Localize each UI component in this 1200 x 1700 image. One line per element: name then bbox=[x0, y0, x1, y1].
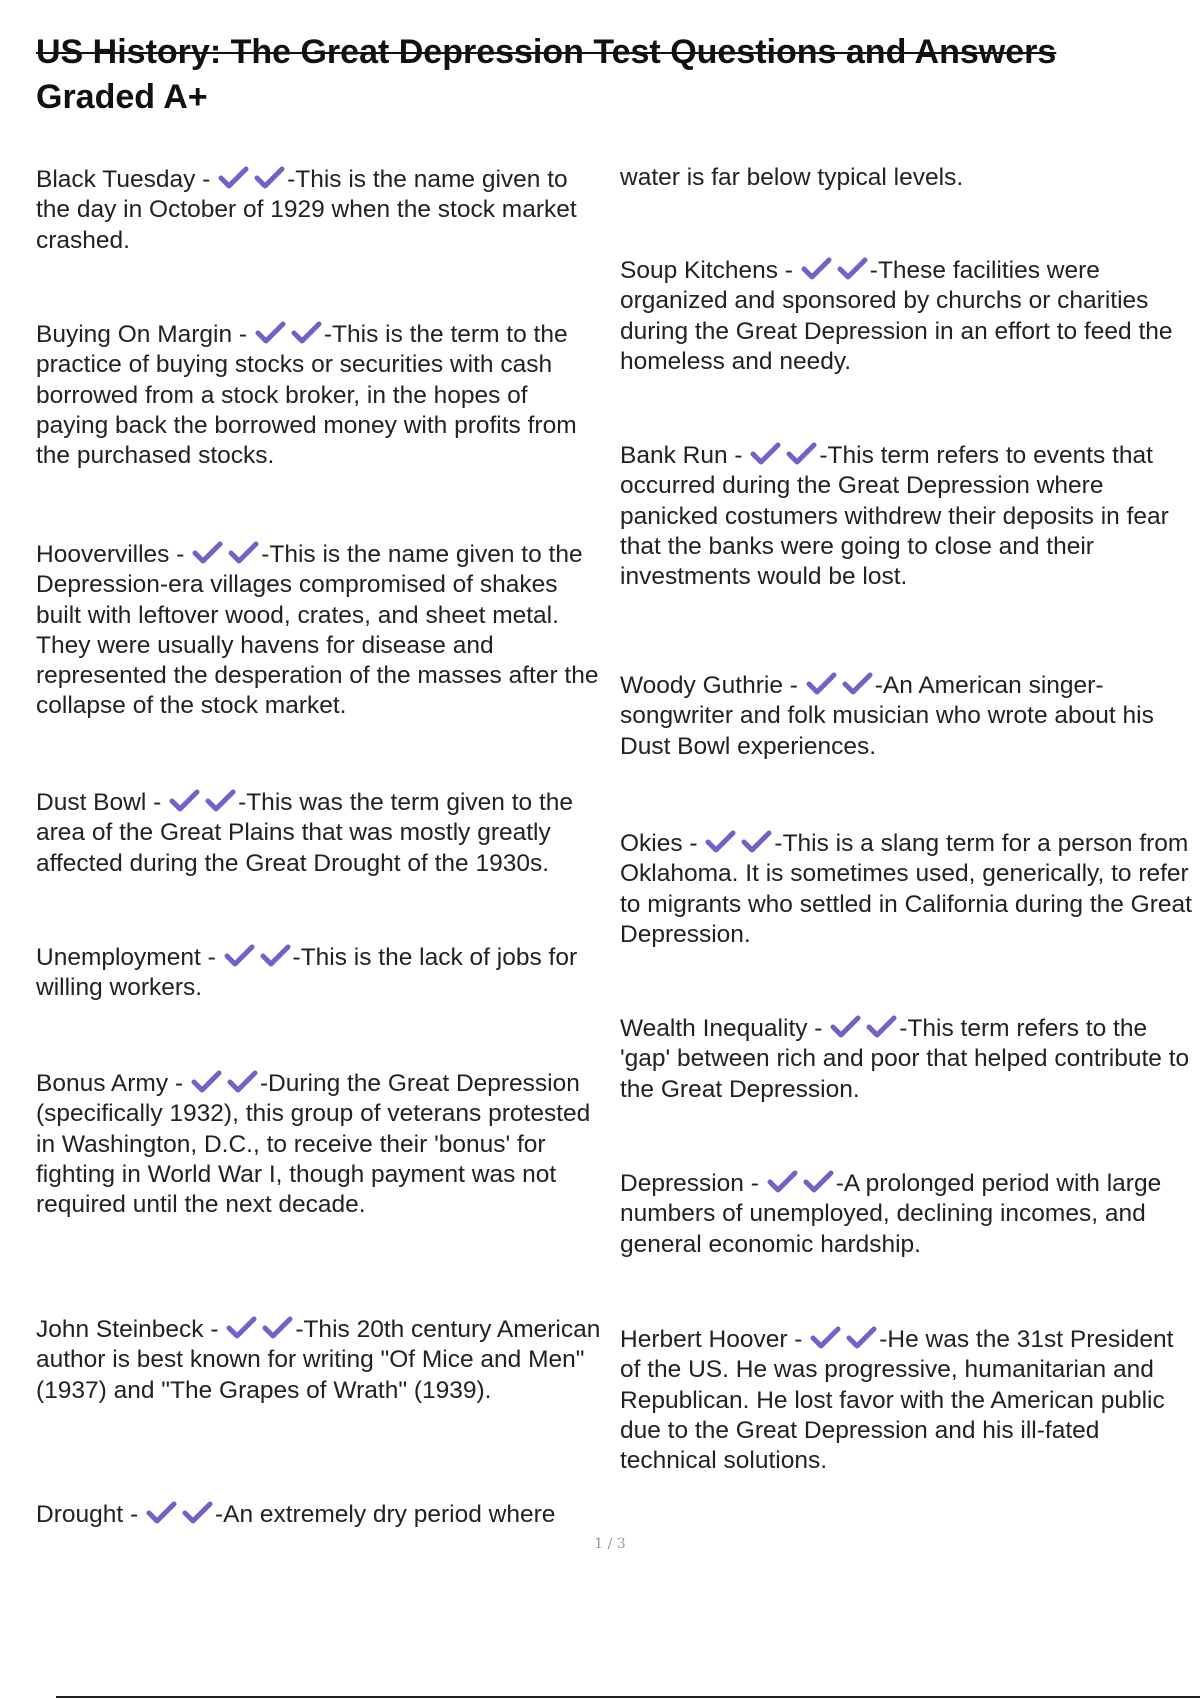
entry-term: Bank Run - bbox=[620, 442, 750, 469]
entry-definition: -This is the term to the practice of buying stocks or securities with cash borrowed from a stock broker, in the hopes of paying back the borrowed money with profits from the purchased stocks. bbox=[36, 321, 577, 470]
double-checkmark-icon bbox=[223, 943, 293, 969]
qa-entry bbox=[36, 320, 606, 471]
double-checkmark-icon bbox=[145, 1500, 215, 1526]
entry-definition: -This term refers to the 'gap' between rich and poor that helped contribute to the Great Depression. bbox=[620, 1015, 1190, 1103]
double-checkmark-icon bbox=[704, 829, 774, 855]
bottom-rule bbox=[56, 1696, 1200, 1698]
entry-term: John Steinbeck - bbox=[36, 1316, 226, 1343]
qa-entry bbox=[620, 163, 1195, 193]
double-checkmark-icon bbox=[191, 540, 261, 566]
qa-entry bbox=[620, 829, 1195, 950]
entry-term: Woody Guthrie - bbox=[620, 672, 805, 699]
double-checkmark-icon bbox=[217, 165, 287, 191]
entry-term: Hoovervilles - bbox=[36, 541, 192, 568]
qa-entry bbox=[36, 540, 606, 722]
entry-term: Soup Kitchens - bbox=[620, 257, 800, 284]
double-checkmark-icon bbox=[800, 256, 870, 282]
qa-entry bbox=[36, 943, 606, 1004]
entry-term: Unemployment - bbox=[36, 944, 223, 971]
double-checkmark-icon bbox=[225, 1315, 295, 1341]
qa-entry bbox=[620, 441, 1195, 592]
qa-entry bbox=[620, 671, 1195, 762]
qa-entry bbox=[620, 1169, 1195, 1260]
double-checkmark-icon bbox=[805, 671, 875, 697]
double-checkmark-icon bbox=[829, 1014, 899, 1040]
entry-term: Wealth Inequality - bbox=[620, 1015, 830, 1042]
qa-entry bbox=[36, 788, 606, 879]
entry-definition: water is far below typical levels. bbox=[620, 164, 964, 191]
double-checkmark-icon bbox=[190, 1069, 260, 1095]
entry-definition: -An American singer-songwriter and folk musician who wrote about his Dust Bowl experiences. bbox=[620, 672, 1154, 760]
entry-term: Buying On Margin - bbox=[36, 321, 254, 348]
entry-definition: -This term refers to events that occurred during the Great Depression where panicked costumers withdrew their deposits in fear that the banks were going to close and their investments would be lost. bbox=[620, 442, 1169, 591]
entry-definition: -This was the term given to the area of the Great Plains that was mostly greatly affected during the Great Drought of the 1930s. bbox=[36, 789, 574, 877]
qa-entry bbox=[36, 1315, 606, 1406]
entry-definition: -An extremely dry period where bbox=[214, 1501, 556, 1528]
page-number: 1 / 3 bbox=[594, 1536, 626, 1552]
document-title bbox=[36, 30, 1186, 120]
entry-term: Bonus Army - bbox=[36, 1070, 190, 1097]
title-line-1: US History: The Great Depression Test Questions and Answers bbox=[36, 33, 1057, 71]
entry-definition: -This 20th century American author is best known for writing "Of Mice and Men" (1937) and "The Grapes of Wrath" (1939). bbox=[36, 1316, 601, 1404]
double-checkmark-icon bbox=[766, 1169, 836, 1195]
entry-definition: -He was the 31st President of the US. He was progressive, humanitarian and Republican. He lost favor with the American public due to the Great Depression and his ill-fated technical solutions. bbox=[620, 1326, 1174, 1475]
title-line-2: Graded A+ bbox=[36, 78, 208, 116]
entry-definition: -This is the name given to the day in October of 1929 when the stock market crashed. bbox=[36, 166, 577, 254]
entry-definition: -During the Great Depression (specifically 1932), this group of veterans protested in Washington, D.C., to receive their 'bonus' for fighting in World War I, though payment was not required until the next decade. bbox=[36, 1070, 591, 1219]
entry-term: Black Tuesday - bbox=[36, 166, 218, 193]
entry-definition: -These facilities were organized and sponsored by churchs or charities during the Great Depression in an effort to feed the homeless and needy. bbox=[620, 257, 1173, 375]
qa-entry bbox=[620, 1014, 1195, 1105]
double-checkmark-icon bbox=[168, 788, 238, 814]
double-checkmark-icon bbox=[749, 441, 819, 467]
qa-entry bbox=[36, 1500, 606, 1530]
entry-definition: -A prolonged period with large numbers of unemployed, declining incomes, and general economic hardship. bbox=[620, 1170, 1162, 1258]
double-checkmark-icon bbox=[254, 320, 324, 346]
double-checkmark-icon bbox=[809, 1325, 879, 1351]
entry-definition: -This is the name given to the Depression-era villages compromised of shakes built with leftover wood, crates, and sheet metal. They were usually havens for disease and represented the desperation of the masses after the collapse of the stock market. bbox=[36, 541, 599, 720]
qa-entry bbox=[620, 1325, 1195, 1476]
entry-term: Depression - bbox=[620, 1170, 766, 1197]
qa-entry bbox=[36, 165, 606, 256]
entry-term: Drought - bbox=[36, 1501, 145, 1528]
qa-entry bbox=[36, 1069, 606, 1220]
entry-term: Herbert Hoover - bbox=[620, 1326, 810, 1353]
entry-term: Okies - bbox=[620, 830, 705, 857]
qa-entry bbox=[620, 256, 1195, 377]
entry-definition: -This is a slang term for a person from Oklahoma. It is sometimes used, generically, to refer to migrants who settled in California during the Great Depression. bbox=[620, 830, 1192, 948]
entry-definition: -This is the lack of jobs for willing workers. bbox=[36, 944, 578, 1002]
entry-term: Dust Bowl - bbox=[36, 789, 169, 816]
